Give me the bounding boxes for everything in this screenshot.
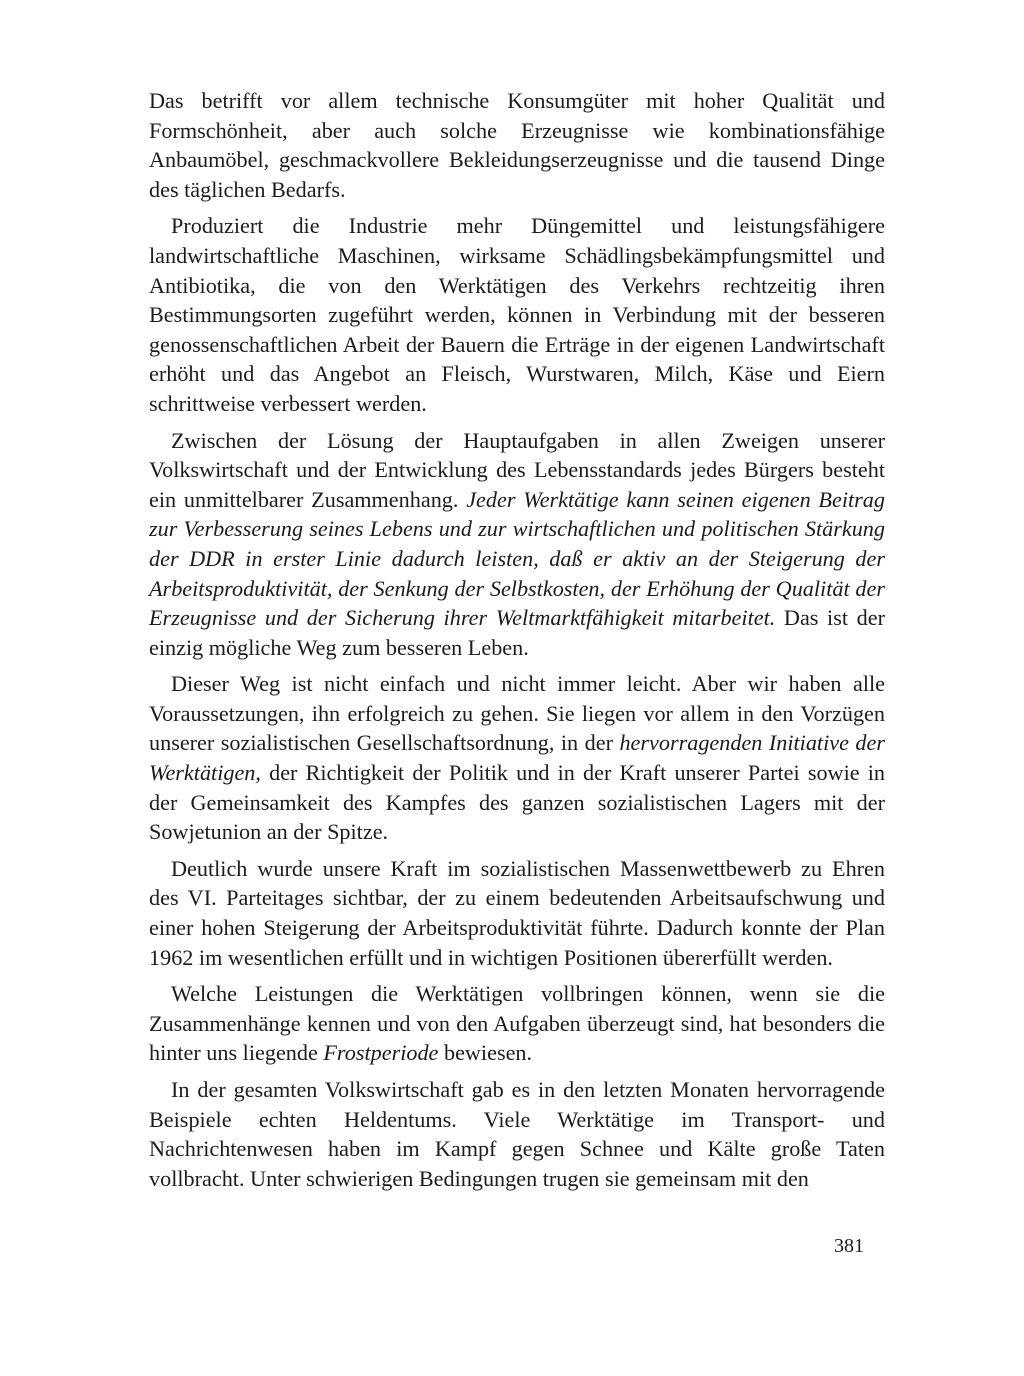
- paragraph-1: Das betrifft vor allem technische Konsumgüter mit hoher Qualität und Formschönheit, aber auch solche Erzeugnisse wie kombinationsfähige Anbaumöbel, geschmackvollere Bekleidungserzeugnisse und die tausend Dinge des täglichen Bedarfs.: [149, 88, 885, 202]
- paragraph-2: Produziert die Industrie mehr Düngemittel und leistungsfähigere landwirtschaftliche Maschinen, wirksame Schädlingsbekämpfungsmittel und Antibiotika, die von den Werktätigen des Verkehrs rechtzeitig ihren Bestimmungsorten zugeführt werden, können in Verbindung mit der besseren genossenschaftlichen Arbeit der Bauern die Erträge in der eigenen Landwirtschaft erhöht und das Angebot an Fleisch, Wurstwaren, Milch, Käse und Eiern schrittweise verbessert werden.: [149, 213, 885, 416]
- paragraph-6: Welche Leistungen die Werktätigen vollbringen können, wenn sie die Zusammenhänge kennen und von den Aufgaben überzeugt sind, hat besonders die hinter uns liegende Frostperiode bewiesen.: [149, 981, 885, 1066]
- page-body: [149, 86, 885, 1200]
- paragraph-4: Dieser Weg ist nicht einfach und nicht immer leicht. Aber wir haben alle Voraussetzungen, ihn erfolgreich zu gehen. Sie liegen vor allem in den Vorzügen unserer sozialistischen Gesellschaftsordnung, in der hervorragenden Initiative der Werktätigen, der Richtigkeit der Politik und in der Kraft unserer Partei sowie in der Gemeinsamkeit des Kampfes des ganzen sozialistischen Lagers mit der Sowjetunion an der Spitze.: [149, 671, 886, 845]
- emphasized-text: hervorragenden Initiative der Werktätigen,: [149, 730, 886, 786]
- paragraph-7: In der gesamten Volkswirtschaft gab es in den letzten Monaten hervorragende Beispiele echten Heldentums. Viele Werktätige im Transport- und Nachrichtenwesen haben im Kampf gegen Schnee und Kälte große Taten vollbracht. Unter schwierigen Bedingungen trugen sie gemeinsam mit den: [149, 1077, 885, 1191]
- page-number: 381: [834, 1235, 864, 1257]
- emphasized-text: Frostperiode: [323, 1040, 439, 1066]
- emphasized-text: Jeder Werktätige kann seinen eigenen Beitrag zur Verbesserung seines Lebens und zur wirtschaftlichen und politischen Stärkung der DDR in erster Linie dadurch leisten, daß er aktiv an der Steigerung der Arbeitsproduktivität, der Senkung der Selbstkosten, der Erhöhung der Qualität der Erzeugnisse und der Sicherung ihrer Weltmarktfähigkeit mitarbeitet.: [149, 486, 885, 631]
- paragraph-5: Deutlich wurde unsere Kraft im sozialistischen Massenwettbewerb zu Ehren des VI. Parteitages sichtbar, der zu einem bedeutenden Arbeitsaufschwung und einer hohen Steigerung der Arbeitsproduktivität führte. Dadurch konnte der Plan 1962 im wesentlichen erfüllt und in wichtigen Positionen übererfüllt werden.: [149, 855, 885, 970]
- paragraph-3: Zwischen der Lösung der Hauptaufgaben in allen Zweigen unserer Volkswirtschaft und der Entwicklung des Lebensstandards jedes Bürgers besteht ein unmittelbarer Zusammenhang. Jeder Werktätige kann seinen eigenen Beitrag zur Verbesserung seines Lebens und zur wirtschaftlichen und politischen Stärkung der DDR in erster Linie dadurch leisten, daß er aktiv an der Steigerung der Arbeitsproduktivität, der Senkung der Selbstkosten, der Erhöhung der Qualität der Erzeugnisse und der Sicherung ihrer Weltmarktfähigkeit mitarbeitet. Das ist der einzig mögliche Weg zum besseren Leben.: [149, 427, 885, 660]
